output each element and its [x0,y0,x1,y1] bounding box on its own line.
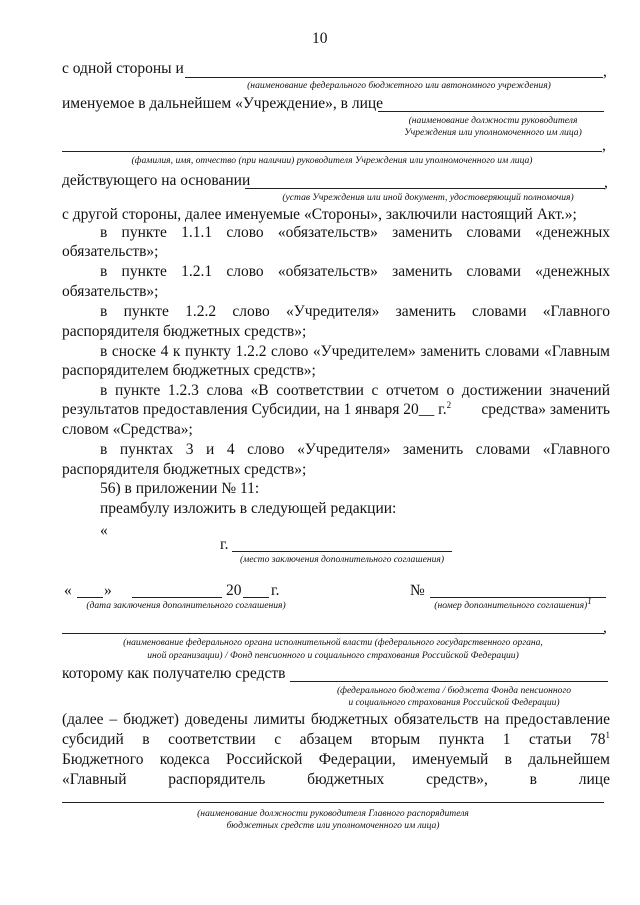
place-caption: (место заключения дополнительного соглашения) [239,554,445,565]
authority-line [62,633,604,634]
page-number: 10 [312,30,328,47]
basis-line [245,188,605,189]
limits-line-3: Бюджетного кодекса Российской Федерации, именуемый в дальнейшем [62,751,610,768]
budget-line [290,681,608,682]
head-line [62,802,604,803]
date-close-quote: » [104,582,112,599]
comma: , [602,137,606,154]
position-caption-1: (наименование должности руководителя [408,115,578,126]
amendment-1-line-2: обязательств»; [62,243,159,260]
month-line [132,597,222,598]
amendment-5-line-2 [62,401,610,419]
amendment-3-line-2: распорядителя бюджетных средств»; [62,323,307,340]
amendment-2-line-1: в пункте 1.2.1 слово «обязательств» заменить словами «денежных [100,263,610,280]
amendment-2-line-2: обязательств»; [62,283,159,300]
amendment-5-line-2-tail: средства» заменить [481,401,610,418]
amendment-4-line-2: распорядителем бюджетных средств»; [62,362,316,379]
fio-caption: (фамилия, имя, отчество (при наличии) руководителя Учреждения или уполномоченного им лица) [131,155,533,166]
comma: , [604,174,608,191]
head-caption-1: (наименование должности руководителя Главного распорядителя [197,808,469,819]
fio-line [62,151,602,152]
date-caption: (дата заключения дополнительного соглашения) [86,600,286,611]
city-prefix: г. [220,536,229,553]
amendment-5-line-2-main: результатов предоставления Субсидии, на 1 января 20__ г. [62,401,447,418]
party1-label: с одной стороны и [62,60,184,77]
amendment-5-line-3: словом «Средства»; [62,421,193,438]
footnote-ref-78: 1 [605,729,610,740]
position-line [378,111,604,112]
footnote-ref-2: 2 [446,399,452,410]
footnote-ref-1: 1 [587,595,592,606]
item-56: 56) в приложении № 11: [100,480,260,497]
amendment-5-line-1: в пункте 1.2.3 слова «В соответствии с отчетом о достижении значений [100,382,610,399]
other-party-text: с другой стороны, далее именуемые «Стороны», заключили настоящий Акт.»; [62,206,577,223]
limits-line-2-text: субсидий в соответствии с абзацем вторым пункта 1 статьи 78 [62,731,606,748]
head-caption-2: бюджетных средств или уполномоченного им лица) [226,820,440,831]
number-caption [420,595,606,611]
limits-line-4: «Главный распорядитель бюджетных средств», в лице [62,771,610,788]
position-caption-2: Учреждения или уполномоченного им лица) [404,127,582,138]
authority-caption-1: (наименование федерального органа исполнительной власти (федерального государственного органа, [123,637,543,648]
recipient-label: которому как получателю средств [62,665,286,682]
authority-caption-2: иной организации) / Фонд пенсионного и социального страхования Российской Федерации) [147,650,519,661]
budget-caption-2: и социального страхования Российской Федерации) [348,697,560,708]
amendment-3-line-1: в пункте 1.2.2 слово «Учредителя» заменить словами «Главного [100,303,610,320]
amendment-6-line-1: в пунктах 3 и 4 слово «Учредителя» заменить словами «Главного [100,441,610,458]
limits-line-2 [62,731,610,749]
number-line [430,597,606,598]
amendment-6-line-2: распорядителя бюджетных средств»; [62,461,307,478]
comma: , [603,619,607,636]
party1-line [185,77,603,78]
party1-caption: (наименование федерального бюджетного или автономного учреждения) [247,80,551,91]
comma: , [603,63,607,80]
budget-caption-1: (федерального бюджета / бюджета Фонда пенсионного [336,685,572,696]
day-line [77,597,103,598]
date-open-quote: « [64,582,72,599]
year-prefix: 20 [226,582,242,599]
basis-label: действующего на основании [62,172,251,189]
limits-line-1: (далее – бюджет) доведены лимиты бюджетных обязательств на предоставление [62,711,610,728]
named-label: именуемое в дальнейшем «Учреждение», в лице [62,95,384,112]
amendment-1-line-1: в пункте 1.1.1 слово «обязательств» заменить словами «денежных [100,224,610,241]
place-line [232,551,452,552]
open-quote: « [100,522,108,539]
year-suffix: г. [271,582,280,599]
year-line [243,597,269,598]
basis-caption: (устав Учреждения или иной документ, удостоверяющий полномочия) [282,192,574,203]
preamble-instruction: преамбулу изложить в следующей редакции: [100,500,397,517]
number-caption-text: (номер дополнительного соглашения) [434,600,588,611]
number-sign: № [410,582,425,599]
amendment-4-line-1: в сноске 4 к пункту 1.2.2 слово «Учредителем» заменить словами «Главным [100,343,610,360]
